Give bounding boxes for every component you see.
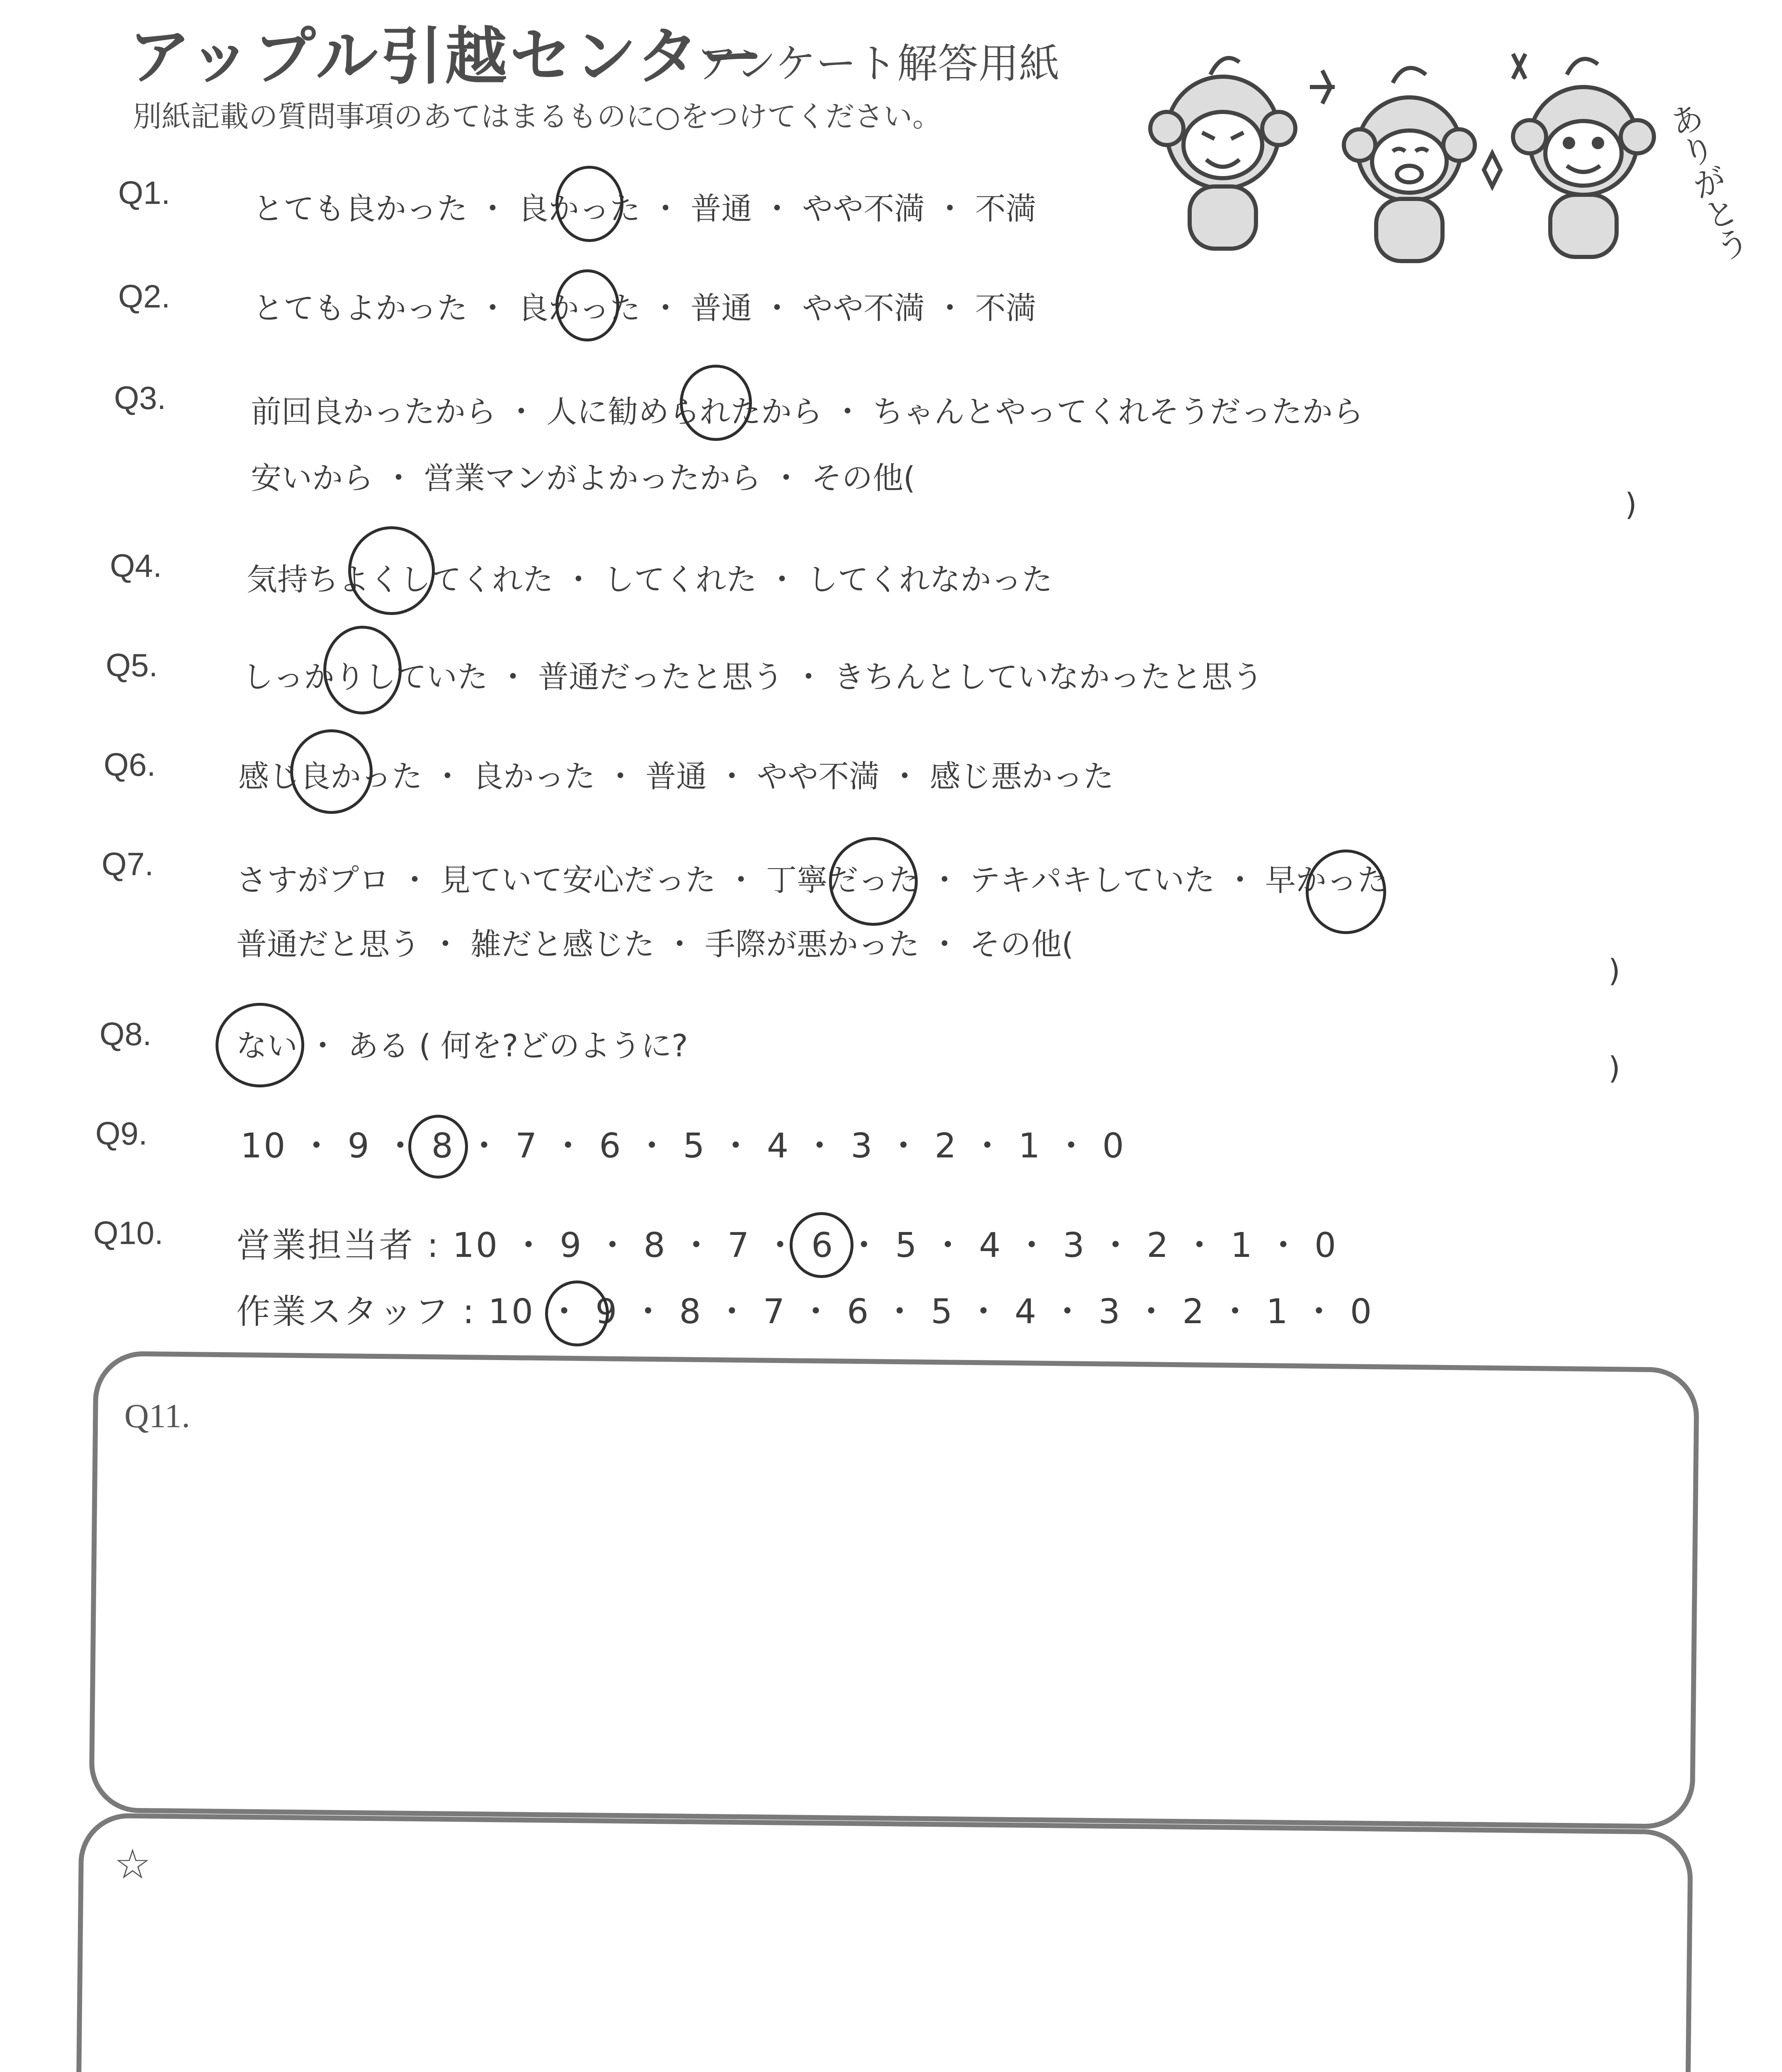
q3-options-line1: 前回良かったから ・ 人に勧められたから ・ ちゃんとやってくれそうだったから (251, 394, 1364, 430)
selection-circle-q10-sales (790, 1212, 853, 1278)
q7-options-line1: さすがプロ ・ 見ていて安心だった ・ 丁寧だった ・ テキパキしていた ・ 早かった (236, 862, 1388, 898)
q11-box-label: Q11. (124, 1397, 190, 1435)
selection-circle-q3 (680, 365, 752, 441)
selection-circle-q7-careful (829, 837, 918, 926)
q8-label: Q8. (99, 1016, 152, 1052)
q3-close-paren: ) (1625, 487, 1637, 523)
mascot-monkeys-illustration (1127, 46, 1716, 278)
form-title: アンケート解答用紙 (696, 40, 1060, 87)
q10-staff-scale: 作業スタッフ : 10 ・ 9 ・ 8 ・ 7 ・ 6 ・ 5 ・ 4 ・ 3 ・ 2 ・ 1 ・ 0 (236, 1292, 1374, 1331)
q5-options: しっかりしていた ・ 普通だったと思う ・ きちんとしていなかったと思う (242, 659, 1263, 695)
star-box-label: ☆ (114, 1840, 151, 1888)
q6-label: Q6. (104, 746, 156, 783)
q2-options: とてもよかった ・ 良かった ・ 普通 ・ やや不満 ・ 不満 (253, 290, 1037, 326)
selection-circle-q5 (323, 626, 402, 714)
q7-options-line2: 普通だと思う ・ 雑だと感じた ・ 手際が悪かった ・ その他( (236, 927, 1074, 962)
q10-label: Q10. (93, 1215, 164, 1251)
selection-circle-q7-fast (1306, 850, 1386, 934)
selection-circle-q2 (555, 269, 619, 341)
instruction-text: 別紙記載の質問事項のあてはまるものに○をつけてください。 (133, 99, 942, 133)
q10-sales-scale: 営業担当者 : 10 ・ 9 ・ 8 ・ 7 ・ 6 ・ 5 ・ 4 ・ 3 ・ 2 ・ 1 ・ 0 (236, 1226, 1338, 1265)
selection-circle-q10-staff (545, 1280, 609, 1346)
q3-label: Q3. (114, 380, 166, 416)
q1-label: Q1. (118, 174, 170, 211)
q6-options: 感じ良かった ・ 良かった ・ 普通 ・ やや不満 ・ 感じ悪かった (238, 759, 1114, 794)
q5-label: Q5. (106, 647, 158, 683)
selection-circle-q6 (290, 729, 373, 814)
selection-circle-q8 (216, 1003, 304, 1087)
star-comment-box (74, 1813, 1693, 2072)
selection-circle-q1 (555, 166, 623, 242)
q2-label: Q2. (118, 278, 170, 315)
q1-options: とても良かった ・ 良かった ・ 普通 ・ やや不満 ・ 不満 (253, 191, 1037, 227)
q7-label: Q7. (102, 846, 154, 882)
selection-circle-q9 (408, 1115, 468, 1179)
company-name: アップル引越センター (128, 21, 766, 93)
q8-options: ない ・ ある ( 何を?どのように? (236, 1028, 688, 1064)
q8-close-paren: ) (1608, 1051, 1620, 1086)
q11-comment-box (89, 1351, 1699, 1830)
q3-options-line2: 安いから ・ 営業マンがよかったから ・ その他( (251, 460, 915, 496)
q4-options: 気持ちよくしてくれた ・ してくれた ・ してくれなかった (247, 562, 1053, 598)
q9-scale: 10 ・ 9 ・ 8 ・ 7 ・ 6 ・ 5 ・ 4 ・ 3 ・ 2 ・ 1 ・ 0 (240, 1126, 1126, 1166)
q4-label: Q4. (110, 547, 162, 584)
mascot-thank-you-text: ありがとう (1660, 98, 1753, 267)
q7-close-paren: ) (1608, 953, 1620, 989)
selection-circle-q4 (348, 526, 435, 615)
q9-label: Q9. (95, 1115, 148, 1152)
